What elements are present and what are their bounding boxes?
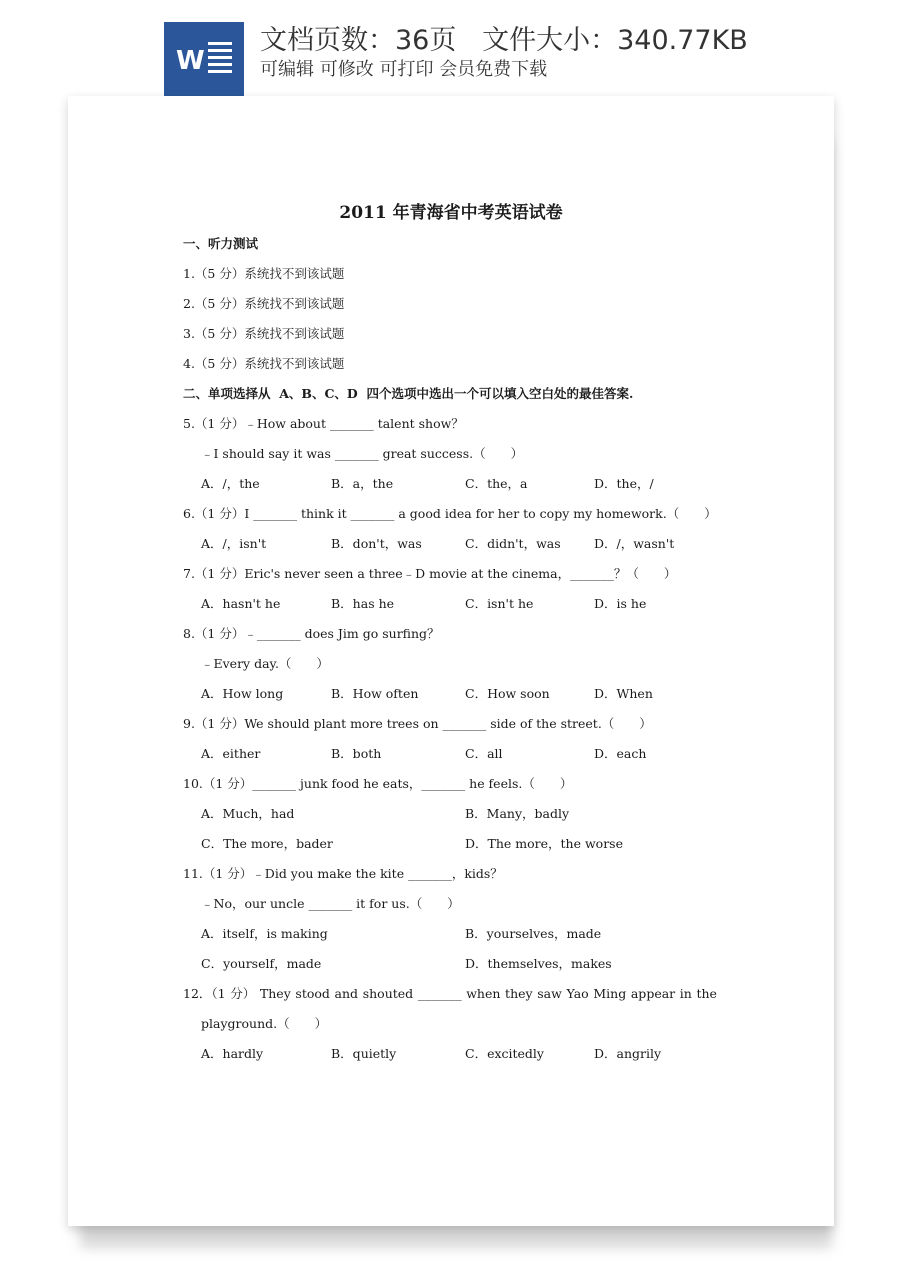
q8-option-c: C．How soon bbox=[465, 686, 550, 701]
document-title: 2011 年青海省中考英语试卷 bbox=[339, 203, 563, 223]
question-2: 2.（5 分）系统找不到该试题 bbox=[183, 296, 345, 311]
q9-option-c: C．all bbox=[465, 746, 503, 761]
q12-word: appear bbox=[630, 986, 676, 1001]
word-logo-lines bbox=[208, 42, 232, 77]
q11-option-c: C．yourself，made bbox=[201, 956, 322, 971]
q9-option-d: D．each bbox=[594, 746, 647, 761]
question-6: 6.（1 分）I _______ think it _______ a good idea for her to copy my homework.（ ） bbox=[183, 506, 717, 521]
q12-option-d: D．angrily bbox=[594, 1046, 662, 1061]
q8-option-a: A．How long bbox=[201, 686, 284, 701]
q9-option-a: A．either bbox=[201, 746, 261, 761]
q12-option-b: B．quietly bbox=[331, 1046, 397, 1061]
q12-word: 12．（1 bbox=[183, 986, 226, 1001]
section-listening: 一、听力测试 bbox=[183, 236, 259, 251]
q12-word: shouted bbox=[362, 986, 414, 1001]
question-8-line2: ﹣Every day.（ ） bbox=[201, 656, 329, 671]
q12-word: when bbox=[466, 986, 501, 1001]
q9-option-b: B．both bbox=[331, 746, 382, 761]
q6-option-b: B．don't，was bbox=[331, 536, 422, 551]
q6-option-a: A．/，isn't bbox=[201, 536, 267, 551]
question-3: 3.（5 分）系统找不到该试题 bbox=[183, 326, 345, 341]
q12-word: the bbox=[696, 986, 717, 1001]
question-12 bbox=[183, 986, 717, 1002]
q11-option-d: D．themselves，makes bbox=[465, 956, 612, 971]
q12-word: Ming bbox=[593, 986, 627, 1001]
question-8: 8.（1 分）﹣_______ does Jim go surfing？ bbox=[183, 626, 440, 641]
q12-word: 分） bbox=[230, 986, 256, 1001]
q12-word: _______ bbox=[417, 986, 462, 1001]
question-11: 11.（1 分）﹣Did you make the kite _______，kids？ bbox=[183, 866, 503, 881]
question-11-line2: ﹣No，our uncle _______ it for us.（ ） bbox=[201, 896, 460, 911]
q6-option-c: C．didn't，was bbox=[465, 536, 561, 551]
q10-option-b: B．Many，badly bbox=[465, 806, 570, 821]
q11-option-b: B．yourselves，made bbox=[465, 926, 602, 941]
q7-option-d: D．is he bbox=[594, 596, 647, 611]
question-10: 10.（1 分）_______ junk food he eats，_______ he feels.（ ） bbox=[183, 776, 573, 791]
document-info-title: 文档页数：36页 文件大小：340.77KB bbox=[260, 25, 748, 56]
q10-option-a: A．Much，had bbox=[201, 806, 295, 821]
q5-option-c: C．the，a bbox=[465, 476, 528, 491]
q12-option-c: C．excitedly bbox=[465, 1046, 544, 1061]
q7-option-b: B．has he bbox=[331, 596, 395, 611]
q12-word: and bbox=[334, 986, 359, 1001]
question-5: 5.（1 分）﹣How about _______ talent show？ bbox=[183, 416, 464, 431]
q8-option-b: B．How often bbox=[331, 686, 419, 701]
q12-option-a: A．hardly bbox=[201, 1046, 264, 1061]
q11-option-a: A．itself，is making bbox=[201, 926, 328, 941]
section-multiple-choice: 二、单项选择从 A、B、C、D 四个选项中选出一个可以填入空白处的最佳答案. bbox=[183, 386, 634, 401]
q12-word: in bbox=[679, 986, 692, 1001]
q12-word: they bbox=[505, 986, 533, 1001]
q6-option-d: D．/，wasn't bbox=[594, 536, 675, 551]
q12-word: They bbox=[259, 986, 291, 1001]
document-page bbox=[68, 96, 834, 1226]
q12-word: saw bbox=[537, 986, 562, 1001]
q10-option-d: D．The more，the worse bbox=[465, 836, 623, 851]
download-banner bbox=[0, 0, 900, 96]
question-4: 4.（5 分）系统找不到该试题 bbox=[183, 356, 345, 371]
word-document-icon bbox=[164, 22, 244, 96]
question-1: 1.（5 分）系统找不到该试题 bbox=[183, 266, 345, 281]
document-features: 可编辑 可修改 可打印 会员免费下载 bbox=[260, 59, 548, 80]
q7-option-a: A．hasn't he bbox=[201, 596, 281, 611]
q5-option-b: B．a，the bbox=[331, 476, 394, 491]
q7-option-c: C．isn't he bbox=[465, 596, 534, 611]
word-logo-letter: W bbox=[176, 46, 205, 76]
question-9: 9.（1 分）We should plant more trees on _______ side of the street.（ ） bbox=[183, 716, 652, 731]
q12-word: Yao bbox=[566, 986, 589, 1001]
q5-option-a: A．/，the bbox=[201, 476, 260, 491]
question-12-line2: playground.（ ） bbox=[201, 1016, 328, 1031]
q5-option-d: D．the，/ bbox=[594, 476, 654, 491]
q12-word: stood bbox=[295, 986, 330, 1001]
q10-option-c: C．The more，bader bbox=[201, 836, 333, 851]
question-5-line2: ﹣I should say it was _______ great success.（ ） bbox=[201, 446, 524, 461]
question-7: 7.（1 分）Eric's never seen a three﹣D movie at the cinema，_______？（ ） bbox=[183, 566, 677, 581]
q8-option-d: D．When bbox=[594, 686, 653, 701]
